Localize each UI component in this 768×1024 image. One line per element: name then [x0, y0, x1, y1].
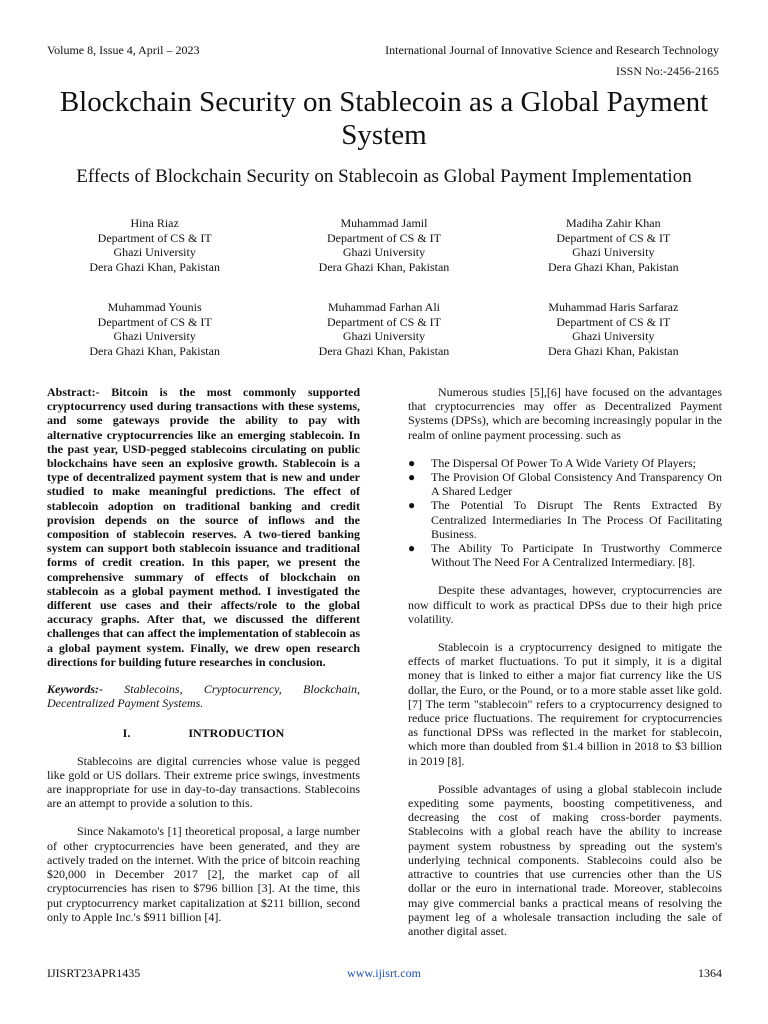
bullet-icon: ● — [408, 498, 416, 513]
right-column — [408, 385, 722, 952]
journal-name: International Journal of Innovative Science and Research Technology — [385, 43, 719, 57]
author-city: Dera Ghazi Khan, Pakistan — [318, 343, 450, 358]
author-city: Dera Ghazi Khan, Pakistan — [89, 259, 220, 274]
issn: ISSN No:-2456-2165 — [615, 64, 719, 78]
author-city: Dera Ghazi Khan, Pakistan — [548, 259, 679, 274]
paragraph: Possible advantages of using a global stablecoin include expediting some payments, boosting competitiveness, and decreasing the cost of making cross-border payments. Stablecoins with a global reach have the ability to increase payment system robustness by spreading out the system's underlying technical components. Stablecoins could also be attractive to countries that use currencies other than the US dollar or the euro in international trade. Moreover, stablecoins may give commercial banks a practical means of resolving the payment leg of a wholesale transaction including the sale of another digital asset. — [408, 781, 722, 938]
author-card — [499, 300, 728, 358]
paragraph: Stablecoin is a cryptocurrency designed to mitigate the effects of market fluctuations. To put it simply, it is a digital money that is linked to either a major fiat currency like the US dollar, the Euro, or the Pound, or to a more stable asset like gold. [7] The term "stablecoin" refers to a cryptocurrency designed to reduce price fluctuations. The requirement for cryptocurrencies as functional DPSs was reflected in the market for stablecoin, which more than doubled from $1.4 billion in 2018 to $3 billion in 2019 [8]. — [408, 640, 722, 768]
abstract: Abstract:- Bitcoin is the most commonly supported cryptocurrency used during transactions with these systems, and some gateways provide the ability to pay with alternative cryptocurrencies like an emerging stablecoin. In the past year, USD-pegged stablecoins circulating on public blockchains have seen an explosive growth. Stablecoin is a type of decentralized payment system that is new and under studied to make meaningful predictions. The effect of stablecoin adoption on traditional banking and credit provision depends on the source of inflows and the composition of stablecoin reserves. A two-tiered banking system can support both stablecoin issuance and traditional forms of credit creation. In this paper, we present the comprehensive summary of effects of blockchain on stablecoin as a global payment method. I investigated the different use cases and their affects/role to the global accuracy graphs. After that, we discussed the different challenges that can affect the implementation of stablecoin as a global payment system. Finally, we drew open research directions for building future researches in conclusion. — [47, 385, 360, 669]
author-department: Department of CS & IT — [97, 314, 212, 329]
list-item — [408, 498, 722, 541]
keywords — [47, 682, 360, 710]
author-name: Muhammad Haris Sarfaraz — [548, 300, 679, 314]
author-department: Department of CS & IT — [327, 230, 441, 245]
author-city: Dera Ghazi Khan, Pakistan — [89, 343, 220, 358]
author-university: Ghazi University — [572, 245, 655, 259]
author-card — [40, 300, 269, 358]
author-card — [40, 216, 269, 274]
list-item — [408, 541, 722, 569]
paragraph: Despite these advantages, however, cryptocurrencies are now difficult to work as practical DPSs due to their high price volatility. — [408, 583, 722, 626]
author-city: Dera Ghazi Khan, Pakistan — [548, 343, 679, 358]
list-item-text: The Dispersal Of Power To A Wide Variety Of Players; — [431, 455, 696, 470]
author-name: Muhammad Farhan Ali — [328, 300, 440, 314]
paper-title: Blockchain Security on Stablecoin as a Global Payment System — [59, 86, 709, 151]
keywords-label: Keywords:- — [47, 682, 103, 697]
author-department: Department of CS & IT — [556, 314, 671, 329]
volume-issue: Volume 8, Issue 4, April – 2023 — [47, 43, 200, 57]
bullet-icon: ● — [408, 470, 416, 485]
author-department: Department of CS & IT — [97, 230, 212, 245]
author-block — [40, 216, 728, 358]
section-number: I. — [122, 726, 131, 741]
list-item-text: The Ability To Participate In Trustworthy Commerce Without The Need For A Centralized Intermediary. [8]. — [431, 541, 722, 570]
author-name: Hina Riaz — [130, 216, 179, 230]
author-card — [269, 300, 498, 358]
author-card — [269, 216, 498, 274]
author-card — [499, 216, 728, 274]
author-name: Muhammad Younis — [107, 300, 202, 314]
author-name: Madiha Zahir Khan — [566, 216, 661, 230]
author-university: Ghazi University — [572, 329, 655, 343]
section-heading — [47, 726, 360, 740]
paragraph: Stablecoins are digital currencies whose value is pegged like gold or US dollars. Their extreme price swings, investments are inappropriate for use in day-to-day transactions. Stablecoins are an attempt to provide a solution to this. — [47, 753, 360, 811]
list-item-text: The Potential To Disrupt The Rents Extracted By Centralized Intermediaries In The Process Of Facilitating Business. — [431, 498, 722, 541]
paper-subtitle: Effects of Blockchain Security on Stablecoin as Global Payment Implementation — [76, 166, 692, 187]
paper-id: IJISRT23APR1435 — [47, 966, 141, 980]
keywords-text: Stablecoins, Cryptocurrency, Blockchain, Decentralized Payment Systems. — [47, 682, 361, 711]
page-number: 1364 — [698, 966, 722, 980]
bullet-icon: ● — [408, 541, 416, 556]
website-link[interactable]: www.ijisrt.com — [347, 966, 421, 980]
author-department: Department of CS & IT — [556, 230, 671, 245]
left-column — [47, 385, 360, 938]
list-item — [408, 456, 722, 470]
bullet-icon: ● — [408, 455, 416, 470]
author-university: Ghazi University — [113, 329, 196, 343]
section-title: INTRODUCTION — [188, 726, 285, 741]
bullet-list — [408, 456, 722, 570]
author-name: Muhammad Jamil — [340, 216, 428, 230]
list-item-text: The Provision Of Global Consistency And Transparency On A Shared Ledger — [431, 470, 722, 499]
paragraph: Since Nakamoto's [1] theoretical proposal, a large number of other cryptocurrencies have been generated, and they are actively traded on the internet. With the price of bitcoin reaching $20,000 in December 2017 [2], the market cap of all cryptocurrencies has risen to $796 billion [3]. At the time, this put cryptocurrency market capitalization at $211 billion, second only to Apple Inc.'s $911 billion [4]. — [47, 824, 360, 924]
author-university: Ghazi University — [113, 245, 196, 259]
author-university: Ghazi University — [342, 245, 426, 259]
author-city: Dera Ghazi Khan, Pakistan — [318, 259, 450, 274]
paragraph: Numerous studies [5],[6] have focused on the advantages that cryptocurrencies may offer as Decentralized Payment Systems (DPSs), which are becoming increasingly popular in the realm of online payment processing. such as — [408, 385, 722, 442]
author-university: Ghazi University — [342, 329, 426, 343]
list-item — [408, 470, 722, 498]
author-department: Department of CS & IT — [327, 314, 441, 329]
